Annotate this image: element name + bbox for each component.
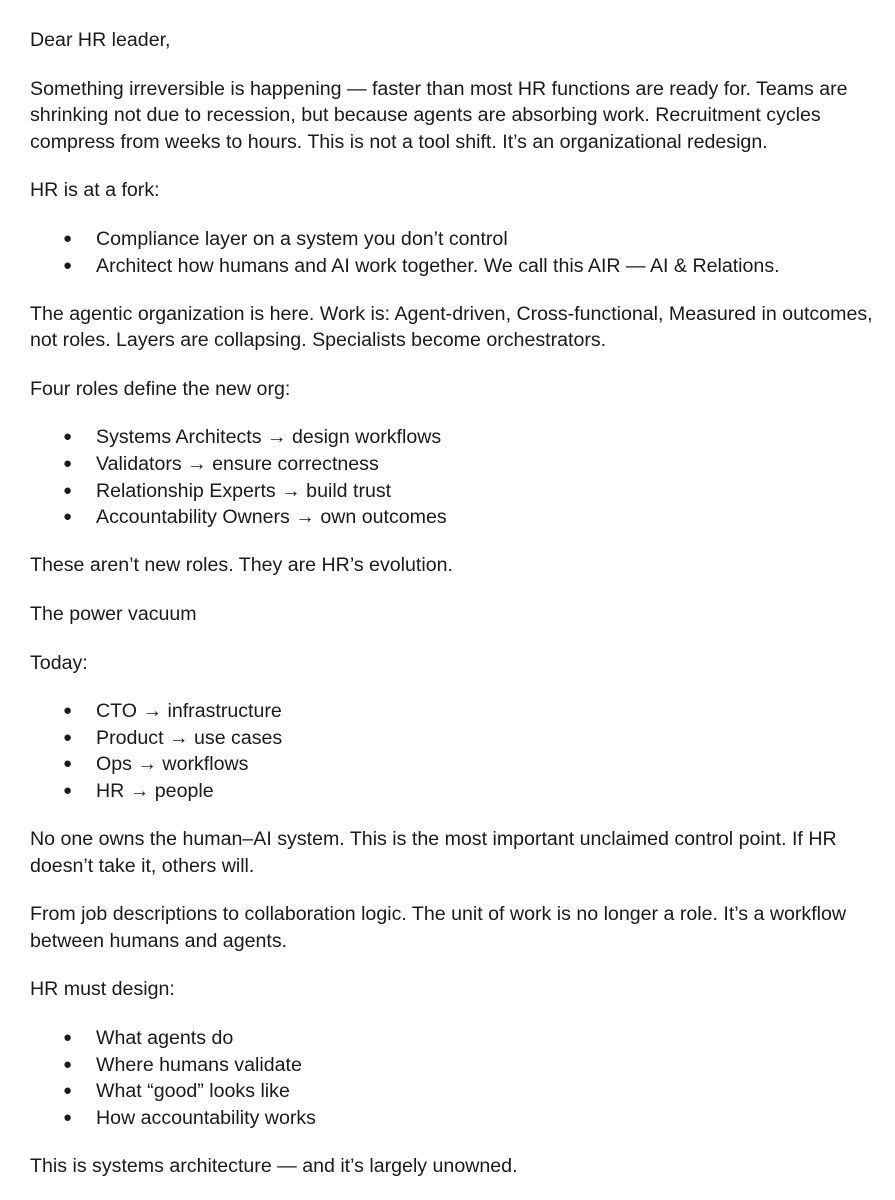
design-list <box>30 1025 880 1131</box>
list-item <box>30 451 880 478</box>
paragraph-collaboration-logic: From job descriptions to collaboration logic. The unit of work is no longer a role. It’s a workflow between humans and agents. <box>30 903 847 952</box>
list-item-text: Accountability Owners → own outcomes <box>96 506 447 529</box>
list-item-text: CTO → infrastructure <box>96 700 282 723</box>
list-item <box>30 751 880 778</box>
bullet-icon: ● <box>63 1055 73 1073</box>
paragraph-evolution: These aren’t new roles. They are HR’s evolution. <box>30 554 453 577</box>
list-item <box>30 478 880 505</box>
bullet-icon: ● <box>63 702 73 720</box>
list-item <box>30 1078 880 1105</box>
list-item-text: Validators → ensure correctness <box>96 453 379 476</box>
fork-list <box>30 226 880 279</box>
list-item-text: What “good” looks like <box>96 1080 290 1103</box>
paragraph-today: Today: <box>30 651 88 674</box>
list-item-text: Where humans validate <box>96 1053 302 1076</box>
greeting: Dear HR leader, <box>30 29 171 51</box>
roles-list <box>30 424 880 530</box>
list-item <box>30 1052 880 1079</box>
bullet-icon: ● <box>63 1028 73 1046</box>
bullet-icon: ● <box>63 428 73 446</box>
bullet-icon: ● <box>63 781 73 799</box>
list-item <box>30 424 880 451</box>
list-item-text: Ops → workflows <box>96 753 249 776</box>
bullet-icon: ● <box>63 229 73 247</box>
bullet-icon: ● <box>63 256 73 274</box>
list-item-text: Systems Architects → design workflows <box>96 426 442 449</box>
bullet-icon: ● <box>63 508 73 526</box>
bullet-icon: ● <box>63 728 73 746</box>
paragraph-agentic-org: The agentic organization is here. Work is: Agent-driven, Cross-functional, Measured in outcomes, not roles. Layers are collapsing. Specialists become orchestrators. <box>30 302 873 352</box>
section-heading-power-vacuum: The power vacuum <box>30 602 197 625</box>
bullet-icon: ● <box>63 1082 73 1100</box>
list-item <box>30 1025 880 1052</box>
list-item-text: Compliance layer on a system you don’t control <box>96 227 508 250</box>
paragraph-four-roles: Four roles define the new org: <box>30 377 291 400</box>
list-item <box>30 504 880 531</box>
list-item-text: Relationship Experts → build trust <box>96 479 392 502</box>
list-item <box>30 725 880 752</box>
paragraph-fork: HR is at a fork: <box>30 179 160 202</box>
paragraph-no-one-owns: No one owns the human–AI system. This is the most important unclaimed control point. If HR doesn’t take it, others will. <box>30 827 837 877</box>
bullet-icon: ● <box>63 1108 73 1126</box>
list-item <box>30 253 880 280</box>
list-item-text: Product → use cases <box>96 726 283 749</box>
today-list <box>30 698 880 804</box>
paragraph-hr-must-design: HR must design: <box>30 978 175 1001</box>
list-item <box>30 1105 880 1132</box>
bullet-icon: ● <box>63 755 73 773</box>
paragraph-intro: Something irreversible is happening — faster than most HR functions are ready for. Teams are shrinking not due to recession, but because agents are absorbing work. Recruitment cycles compress from weeks to hours. This is not a tool shift. It’s an organizational redesign. <box>30 77 848 153</box>
list-item <box>30 698 880 725</box>
bullet-icon: ● <box>63 481 73 499</box>
bullet-icon: ● <box>63 455 73 473</box>
list-item <box>30 778 880 805</box>
list-item-text: Architect how humans and AI work together. We call this AIR — AI & Relations. <box>96 254 780 277</box>
list-item-text: What agents do <box>96 1026 234 1049</box>
list-item <box>30 226 880 253</box>
paragraph-closing: This is systems architecture — and it’s largely unowned. <box>30 1154 518 1177</box>
list-item-text: HR → people <box>96 779 214 802</box>
list-item-text: How accountability works <box>96 1106 316 1129</box>
